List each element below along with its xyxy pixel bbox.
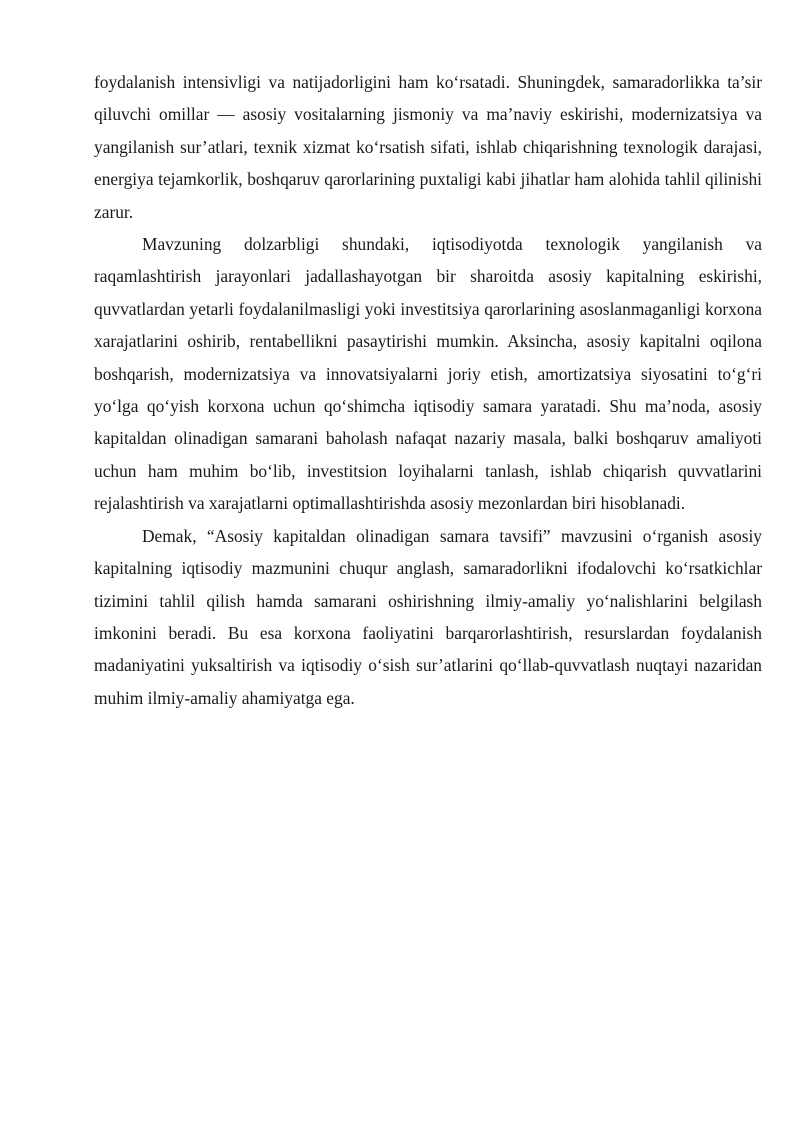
document-body [94,66,762,714]
paragraph-continuation: foydalanish intensivligi va natijadorligini ham ko‘rsatadi. Shuningdek, samaradorlikka ta’sir qiluvchi omillar — asosiy vositalarning jismoniy va ma’naviy eskirishi, modernizatsiya va yangilanish sur’atlari, texnik xizmat ko‘rsatish sifati, ishlab chiqarishning texnologik darajasi, energiya tejamkorlik, boshqaruv qarorlarining puxtaligi kabi jihatlar ham alohida tahlil qilinishi zarur. [94,72,762,222]
paragraph-conclusion: Demak, “Asosiy kapitaldan olinadigan samara tavsifi” mavzusini o‘rganish asosiy kapitalning iqtisodiy mazmunini chuqur anglash, samaradorlikni ifodalovchi ko‘rsatkichlar tizimini tahlil qilish hamda samarani oshirishning ilmiy-amaliy yo‘nalishlarini belgilash imkonini beradi. Bu esa korxona faoliyatini barqarorlashtirish, resurslardan foydalanish madaniyatini yuksaltirish va iqtisodiy o‘sish sur’atlarini qo‘llab-quvvatlash nuqtayi nazaridan muhim ilmiy-amaliy ahamiyatga ega. [94,525,762,708]
paragraph-relevance: Mavzuning dolzarbligi shundaki, iqtisodiyotda texnologik yangilanish va raqamlashtirish jarayonlari jadallashayotgan bir sharoitda asosiy kapitalning eskirishi, quvvatlardan yetarli foydalanilmasligi yoki investitsiya qarorlarining asoslanmaganligi korxona xarajatlarini oshirib, rentabellikni pasaytirishi mumkin. Aksincha, asosiy kapitalni oqilona boshqarish, modernizatsiya va innovatsiyalarni joriy etish, amortizatsiya siyosatini to‘g‘ri yo‘lga qo‘yish korxona uchun qo‘shimcha iqtisodiy samara yaratadi. Shu ma’noda, asosiy kapitaldan olinadigan samarani baholash nafaqat nazariy masala, balki boshqaruv amaliyoti uchun ham muhim bo‘lib, investitsion loyihalarni tanlash, ishlab chiqarish quvvatlarini rejalashtirish va xarajatlarni optimallashtirishda asosiy mezonlardan biri hisoblanadi. [94,234,762,514]
